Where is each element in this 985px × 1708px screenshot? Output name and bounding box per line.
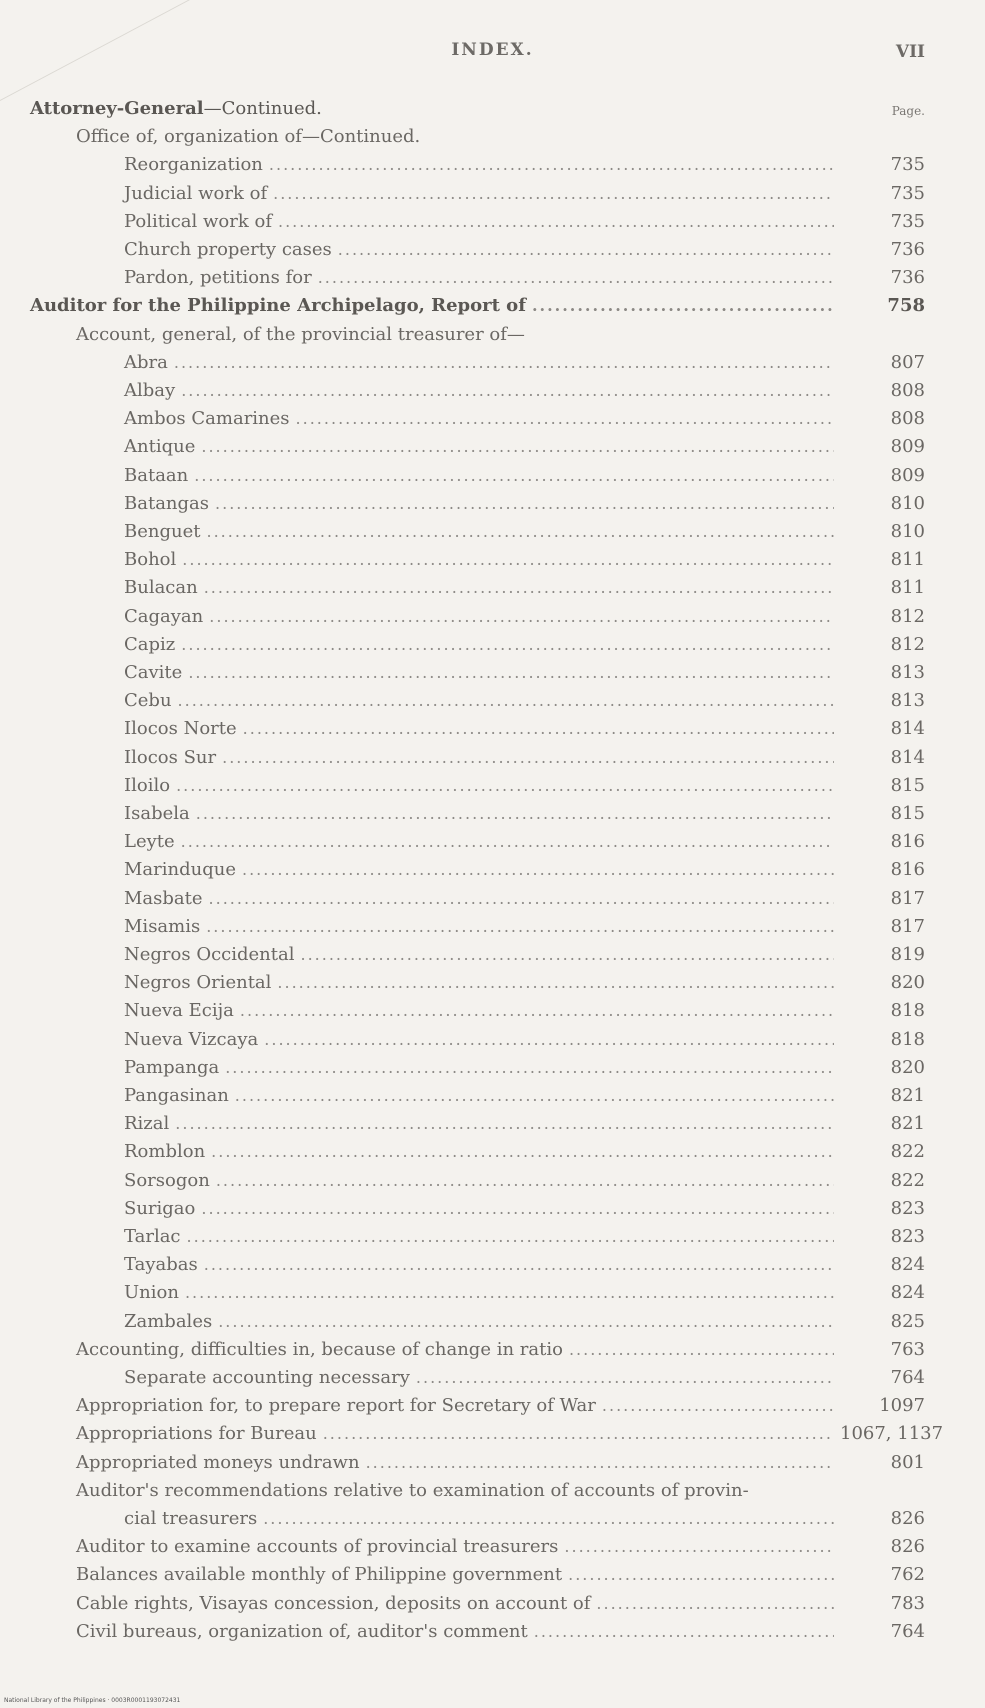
index-entry-page: 823 [890,1197,925,1219]
index-entry-page: 820 [890,1056,925,1078]
index-entry [0,1023,985,1051]
index-entry [0,1558,985,1586]
index-entry-label: Nueva Ecija [124,1000,234,1022]
index-entry [0,1446,985,1474]
index-entry-label: Accounting, difficulties in, because of change in ratio [76,1338,563,1360]
dot-leader [188,662,834,684]
index-entry [0,1615,985,1643]
index-entry-page: 762 [890,1564,925,1586]
index-entry [0,684,985,712]
index-entry [0,938,985,966]
index-entry [0,1107,985,1135]
page-title: INDEX. [451,40,534,60]
dot-leader [187,1226,834,1248]
dot-leader [235,1085,834,1107]
dot-leader [176,775,834,797]
index-entry [0,712,985,740]
dot-leader [534,1621,834,1643]
index-entry-page: 758 [887,295,925,317]
dot-leader [263,1508,834,1530]
index-entry-page: 735 [890,210,925,232]
index-entry-page: 801 [890,1451,925,1473]
index-entry [0,910,985,938]
index-entry [0,1051,985,1079]
index-entry [0,148,985,176]
index-entry-label: Appropriations for Bureau [76,1423,317,1445]
index-entry-page: 824 [890,1254,925,1276]
dot-leader [225,1057,834,1079]
index-entry [0,346,985,374]
dot-leader [182,549,834,571]
dot-leader [218,1311,834,1333]
index-entry-label: Pangasinan [124,1085,229,1106]
index-entry [0,430,985,458]
index-entry [0,966,985,994]
index-entry-page: 822 [890,1141,925,1163]
dot-leader [209,888,834,910]
index-entry [0,1164,985,1192]
index-entry [0,1248,985,1276]
index-entry-label: Antique [124,436,196,458]
index-entry-page: 823 [890,1226,925,1247]
index-entry-label: Cebu [124,690,172,712]
index-entry-label: Romblon [124,1141,206,1163]
index-entry-page: 813 [890,662,925,683]
index-entry-page: 812 [890,633,925,655]
index-entry-label: Nueva Vizcaya [124,1028,259,1050]
index-entry-page: 810 [890,521,925,542]
index-entry-label: Political work of [124,210,272,232]
dot-leader [602,1395,834,1417]
index-entry-label: Capiz [124,633,176,655]
dot-leader [216,1170,834,1192]
index-entry-label: Attorney-General [30,98,204,119]
index-entry-page: 826 [890,1536,925,1558]
index-entry [0,487,985,515]
dot-leader [174,352,834,374]
index-entry [0,994,985,1022]
dot-leader [568,1564,834,1586]
index-entry [0,1192,985,1220]
index-entry-label: Appropriation for, to prepare report for Secretary of War [76,1395,596,1417]
index-entry-page: 811 [890,549,925,571]
index-entry-label: Masbate [124,887,203,909]
dot-leader [278,211,834,233]
index-entry [0,571,985,599]
index-entry [0,600,985,628]
index-entry [0,656,985,684]
index-entry-label: Ambos Camarines [124,408,290,430]
index-entry-label: Auditor's recommendations relative to examination of accounts of provin- [76,1479,749,1501]
index-entry-page: 814 [890,718,925,740]
dot-leader [201,1198,834,1220]
dot-leader [178,690,834,712]
index-entry-label: Benguet [124,521,201,542]
index-entry [0,1389,985,1417]
index-entry-label: Ilocos Norte [124,718,237,740]
index-entry-label: Surigao [124,1197,196,1219]
index-entry [0,120,985,148]
index-entry-label: Negros Occidental [124,944,295,965]
index-entry-label: Abra [124,351,168,373]
dot-leader [264,1029,834,1051]
index-entry-page: 817 [890,887,925,909]
index-entry-page: 816 [890,859,925,881]
index-entry-page: 807 [890,351,925,373]
index-entry [0,177,985,205]
index-entry-label: Judicial work of [124,182,268,204]
dot-leader [209,606,834,628]
index-entry-label: Appropriated moneys undrawn [76,1451,360,1473]
index-entry [0,1220,985,1248]
index-entry-label: Isabela [124,803,190,824]
index-entry [0,318,985,346]
dot-leader [204,577,834,599]
index-entry-page: 812 [890,605,925,627]
index-entry [0,1333,985,1361]
index-entry-label: Reorganization [124,154,263,176]
dot-leader [318,267,834,289]
index-entry [0,1135,985,1163]
index-entry [0,374,985,402]
index-entry-page: 808 [890,380,925,401]
index-entry-label: Negros Oriental [124,972,272,994]
index-entry [0,741,985,769]
index-entry-label: Cavite [124,662,183,683]
index-entry [0,233,985,261]
index-entry-label: Office of, organization of—Continued. [76,126,421,148]
dot-leader [596,1593,834,1615]
index-entry-label: Cable rights, Visayas concession, deposits on account of [76,1592,591,1614]
index-entry [0,459,985,487]
index-entry-label: Iloilo [124,774,171,796]
index-entry [0,1361,985,1389]
dot-leader [181,634,834,656]
index-entry-page: 736 [890,267,925,289]
dot-leader [175,1113,834,1135]
index-entry-page: 821 [890,1085,925,1106]
index-entry-label: Marinduque [124,859,236,881]
dot-leader [206,521,834,543]
index-entry [0,797,985,825]
dot-leader [204,1254,834,1276]
index-entry-label: Leyte [124,831,175,853]
index-entry [0,92,985,120]
index-entry [0,1417,985,1445]
index-entry-label: Union [124,1282,179,1304]
index-entry-page: 809 [890,464,925,486]
index-entry-label: Sorsogon [124,1169,210,1191]
dot-leader [243,718,834,740]
index-entry-label: Civil bureaus, organization of, auditor's comment [76,1620,528,1642]
index-entry-label: Bataan [124,464,189,486]
index-entry-label: cial treasurers [124,1508,258,1529]
dot-leader [338,239,834,261]
index-entry-page: 820 [890,972,925,994]
dot-leader [222,747,834,769]
index-entry [0,289,985,317]
dot-leader [181,831,834,853]
index-entry-page: 811 [890,577,925,599]
dot-leader [194,465,834,487]
dot-leader [532,295,834,317]
index-entry [0,205,985,233]
index-entry-page: 818 [890,1028,925,1050]
index-entry-label: Pampanga [124,1056,220,1078]
dot-leader [569,1339,834,1361]
index-entry-label: Pardon, petitions for [124,267,312,289]
index-entry-page: 815 [890,774,925,796]
index-entry-label: Bohol [124,549,177,571]
index-entry-label: Tayabas [124,1254,198,1276]
index-entry-page: 818 [890,1000,925,1022]
index-entry [0,1502,985,1530]
index-entry-label: Tarlac [124,1226,181,1247]
index-entry-page: 1067, 1137 [840,1423,944,1445]
index-entry-label: Ilocos Sur [124,746,217,768]
page-number: VII [895,42,925,62]
dot-leader [269,154,834,176]
index-entry-page: 808 [890,408,925,430]
index-entry-page: 763 [890,1338,925,1360]
dot-leader [301,944,835,966]
index-entry-label: Balances available monthly of Philippine government [76,1564,563,1586]
index-entry-page: 813 [890,690,925,712]
index-entry-page: 783 [890,1592,925,1614]
index-entry-label: Separate accounting necessary [124,1367,410,1388]
index-entry [0,1474,985,1502]
dot-leader [215,493,834,515]
dot-leader [240,1000,834,1022]
dot-leader [201,436,834,458]
index-entry-page: 814 [890,746,925,768]
index-entry-page: 810 [890,492,925,514]
dot-leader [273,183,834,205]
index-entry [0,825,985,853]
index-entry-label: Auditor to examine accounts of provincial treasurers [76,1536,559,1558]
index-entry-page: 824 [890,1282,925,1304]
index-entry-page: 821 [890,1113,925,1135]
dot-leader [181,380,834,402]
index-entry-label: Zambales [124,1310,213,1332]
page-column-label: Page. [891,104,925,118]
index-entry-page: 817 [890,915,925,937]
index-entry-label: Account, general, of the provincial treasurer of— [76,323,525,345]
index-entry-label: Misamis [124,915,201,937]
index-entry-page: 815 [890,803,925,824]
index-entry [0,402,985,430]
index-entry [0,1530,985,1558]
index-entry-page: 826 [890,1508,925,1529]
dot-leader [185,1282,834,1304]
dot-leader [242,859,834,881]
dot-leader [416,1367,834,1389]
index-entry [0,1587,985,1615]
index-entry-label: Bulacan [124,577,198,599]
index-entry-page: 764 [890,1620,925,1642]
index-entry [0,1305,985,1333]
index-entry [0,543,985,571]
index-entry-label: Church property cases [124,239,332,260]
index-entry-label: Albay [124,380,176,401]
dot-leader [206,916,834,938]
index-entry-suffix: —Continued. [203,98,322,119]
index-entry [0,1079,985,1107]
dot-leader [277,972,834,994]
dot-leader [211,1141,834,1163]
dot-leader [323,1423,834,1445]
index-entry [0,882,985,910]
dot-leader [564,1536,834,1558]
index-entry-label: Cagayan [124,605,204,627]
index-entry [0,853,985,881]
index-entry [0,515,985,543]
index-entry-page: 822 [890,1169,925,1191]
dot-leader [296,408,834,430]
scan-footer: National Library of the Philippines · 0003R0001193072431 [4,1697,181,1704]
index-entry [0,261,985,289]
index-entry-page: 735 [890,154,925,176]
index-entry-page: 1097 [879,1395,925,1417]
index-entry-page: 825 [890,1310,925,1332]
index-entry [0,1276,985,1304]
index-entry [0,769,985,797]
index-entry-page: 736 [890,239,925,260]
index-entry-page: 809 [890,436,925,458]
index-entry-label: Rizal [124,1113,170,1135]
dot-leader [366,1452,834,1474]
index-entry-page: 819 [890,944,925,965]
index-entry-label: Auditor for the Philippine Archipelago, Report of [30,295,526,317]
index-entry-page: 816 [890,831,925,853]
index-entry-page: 735 [890,182,925,204]
index-entry-page: 764 [890,1367,925,1388]
index-entry [0,628,985,656]
index-entry-label: Batangas [124,492,210,514]
dot-leader [196,803,834,825]
